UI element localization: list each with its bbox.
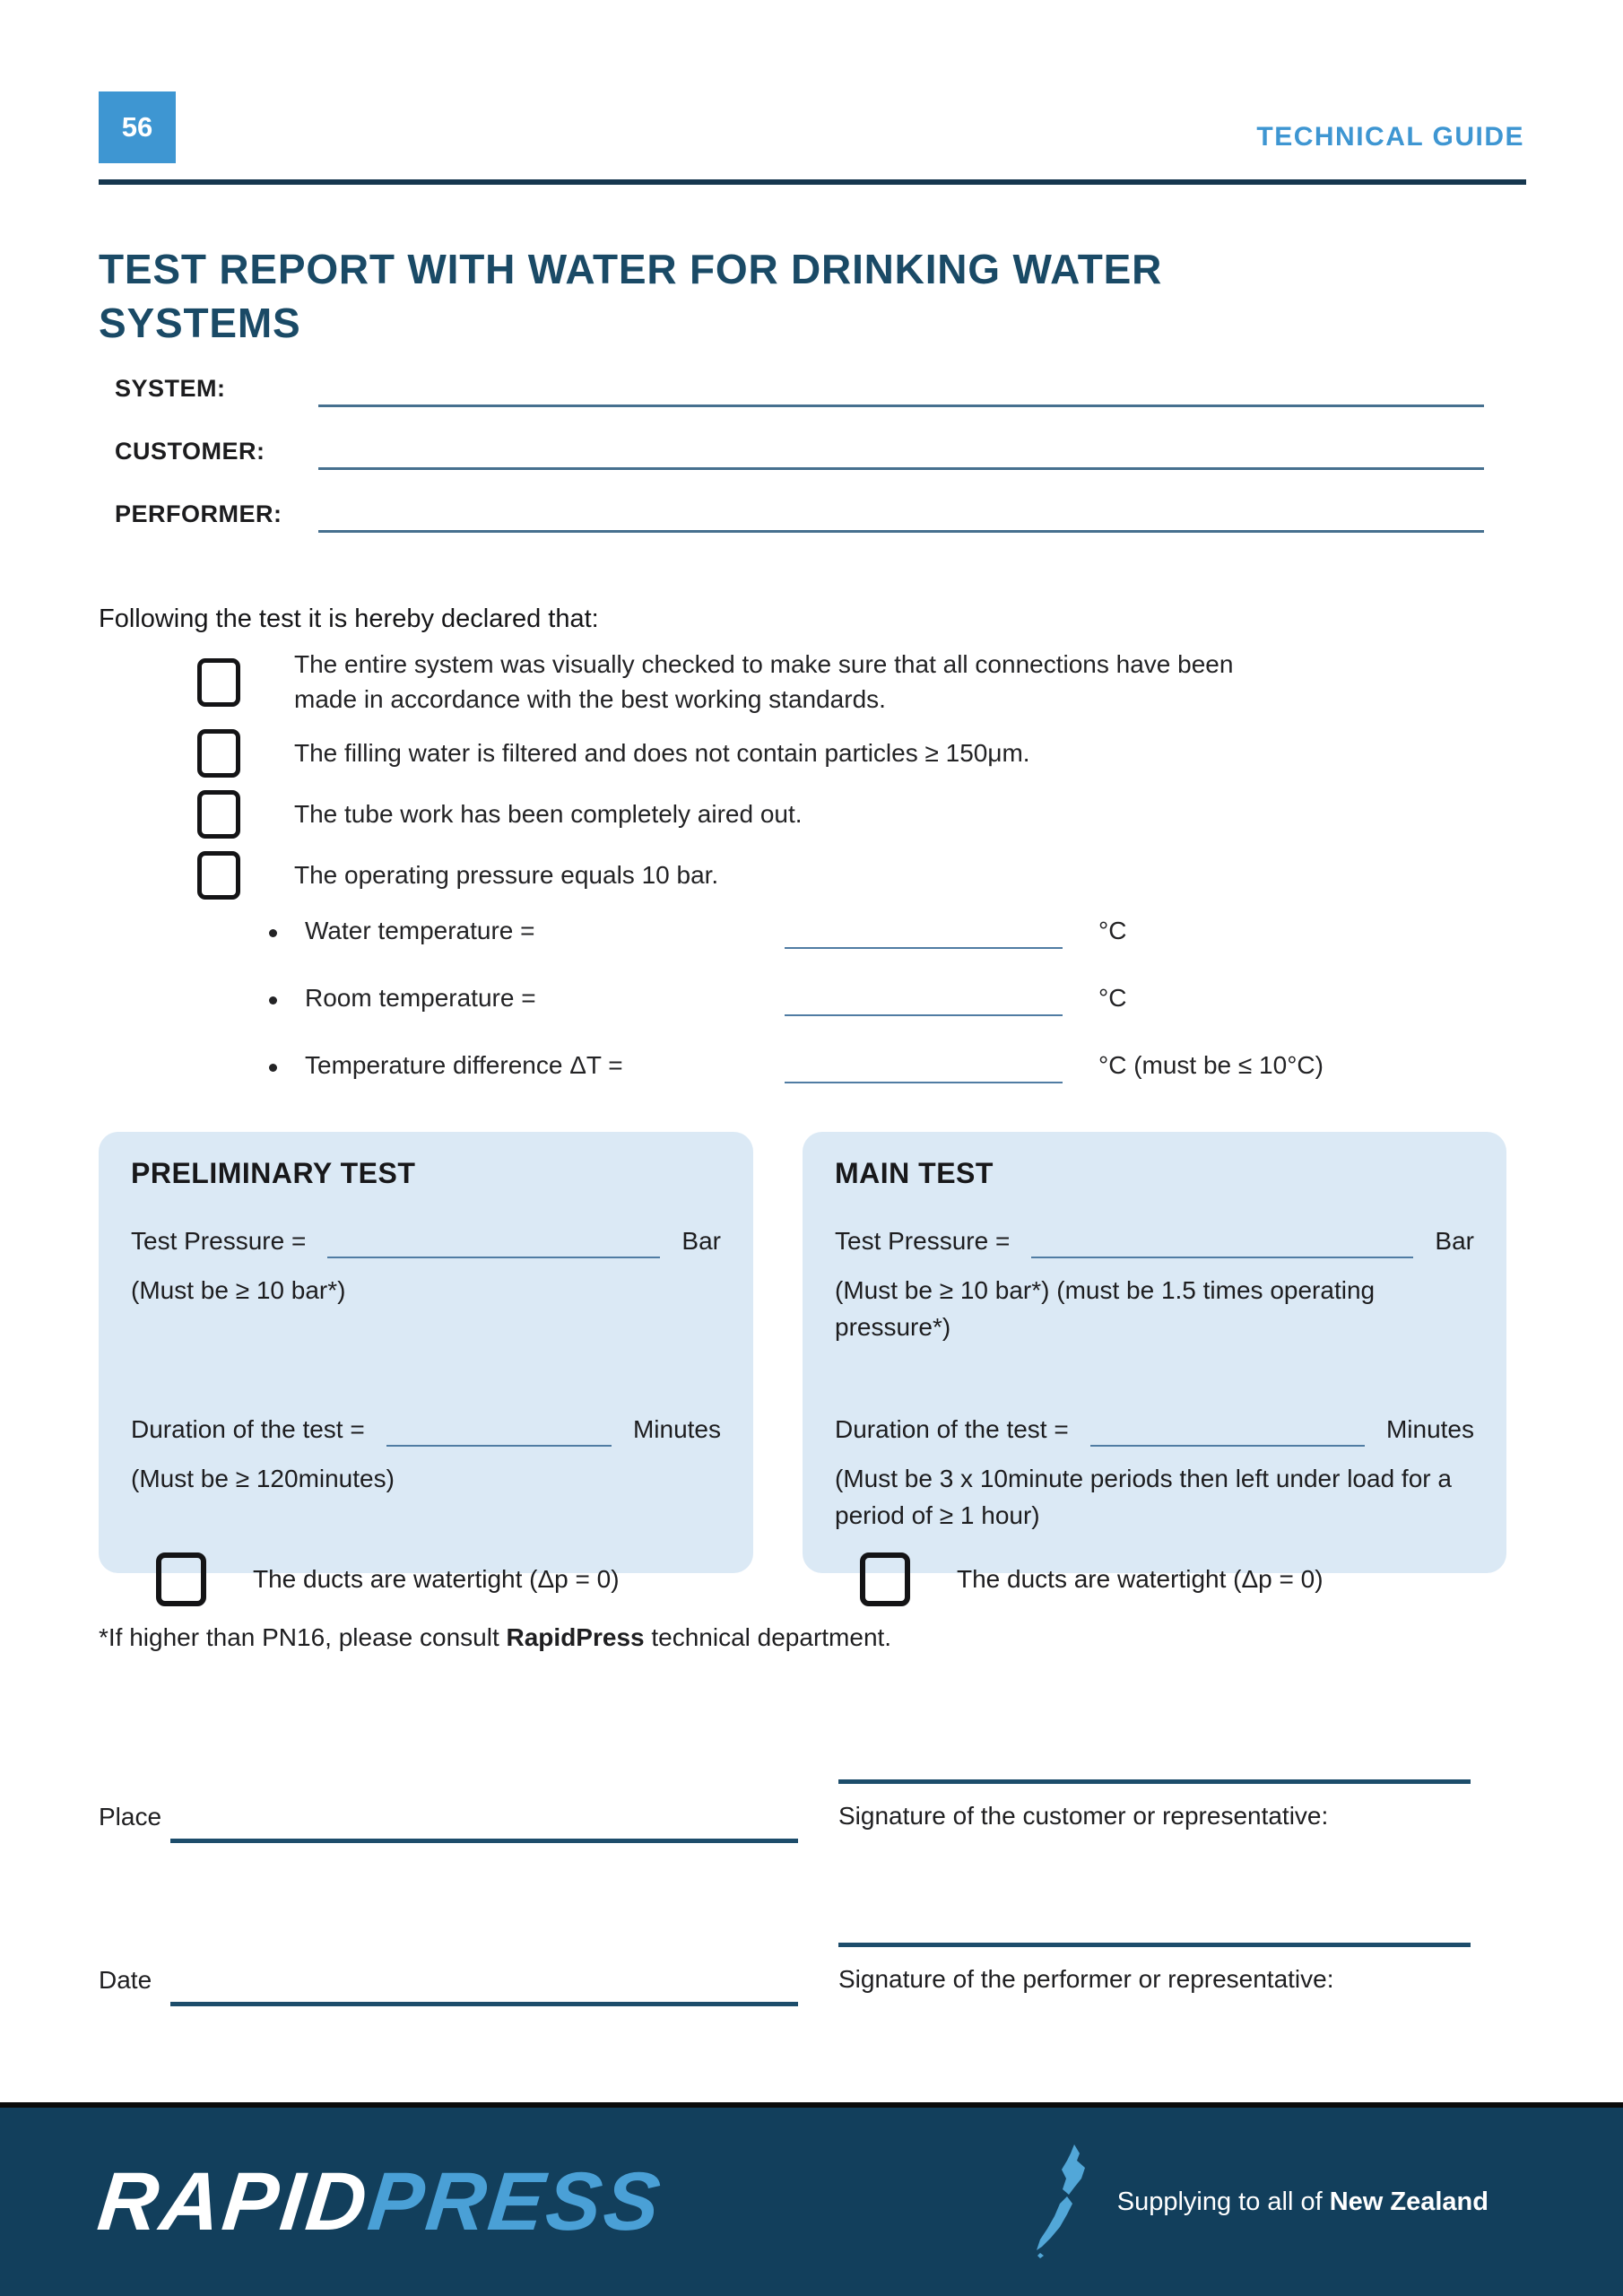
document-label: TECHNICAL GUIDE xyxy=(1256,122,1524,152)
main-duration-note: (Must be 3 x 10minute periods then left under load for a period of ≥ 1 hour) xyxy=(835,1465,1452,1529)
footnote-prefix: *If higher than PN16, please consult xyxy=(99,1623,507,1651)
preliminary-pressure-unit: Bar xyxy=(681,1227,721,1255)
preliminary-duration-unit: Minutes xyxy=(632,1415,721,1443)
customer-signature-label: Signature of the customer or representative: xyxy=(838,1802,1329,1830)
water-temperature-input-line[interactable] xyxy=(785,915,1063,949)
customer-field-row xyxy=(99,430,1524,470)
preliminary-pressure-input-line[interactable] xyxy=(327,1226,660,1258)
main-test-panel xyxy=(803,1132,1506,1593)
footnote-suffix: technical department. xyxy=(644,1623,892,1651)
performer-field-row xyxy=(99,493,1524,533)
filtered-water-checkbox[interactable] xyxy=(197,729,240,778)
preliminary-duration-label: Duration of the test = xyxy=(131,1415,365,1443)
customer-signature-field[interactable] xyxy=(838,1779,1471,1851)
water-temperature-row xyxy=(99,913,1524,949)
place-input-line[interactable] xyxy=(170,1839,798,1843)
main-duration-unit: Minutes xyxy=(1385,1415,1474,1443)
temperature-difference-row xyxy=(99,1048,1524,1083)
water-temperature-label: Water temperature = xyxy=(305,917,535,944)
main-watertight-label: The ducts are watertight (Δp = 0) xyxy=(957,1565,1324,1593)
preliminary-duration-note: (Must be ≥ 120minutes) xyxy=(131,1465,395,1492)
page-title: TEST REPORT WITH WATER FOR DRINKING WATER SYSTEMS xyxy=(99,245,1163,346)
system-input-line[interactable] xyxy=(318,404,1484,407)
main-watertight-checkbox[interactable] xyxy=(860,1552,910,1606)
date-label: Date xyxy=(99,1966,152,1994)
place-field xyxy=(99,1779,798,1851)
preliminary-test-panel xyxy=(99,1132,753,1593)
place-label: Place xyxy=(99,1803,162,1831)
brand-rapid: RAPID xyxy=(93,2155,374,2248)
performer-signature-field[interactable] xyxy=(838,1943,1471,2014)
declaration-intro: Following the test it is hereby declared that: xyxy=(99,604,599,633)
main-pressure-note: (Must be ≥ 10 bar*) (must be 1.5 times operating pressure*) xyxy=(835,1276,1376,1341)
preliminary-watertight-row xyxy=(131,1552,721,1606)
date-field xyxy=(99,1943,798,2014)
bullet-icon xyxy=(269,929,277,937)
list-item xyxy=(99,648,1282,717)
preliminary-pressure-note: (Must be ≥ 10 bar*) xyxy=(131,1276,346,1304)
brand-press: PRESS xyxy=(363,2155,667,2248)
list-item xyxy=(99,851,1282,900)
filtered-water-text: The filling water is filtered and does not contain particles ≥ 150μm. xyxy=(294,738,1030,767)
main-duration-input-line[interactable] xyxy=(1090,1414,1365,1447)
visual-check-text: The entire system was visually checked to make sure that all connections have been made in accordance with the best working standards. xyxy=(294,650,1234,713)
aired-out-text: The tube work has been completely aired out. xyxy=(294,799,803,828)
main-watertight-row xyxy=(835,1552,1474,1606)
list-item xyxy=(99,790,1282,839)
footnote-brand: RapidPress xyxy=(506,1623,645,1651)
preliminary-duration-row xyxy=(131,1411,721,1447)
test-panels xyxy=(99,1132,1506,1593)
temperature-measurements xyxy=(99,913,1524,1115)
bullet-icon xyxy=(269,1064,277,1072)
main-duration-row xyxy=(835,1411,1474,1447)
operating-pressure-text: The operating pressure equals 10 bar. xyxy=(294,860,719,889)
list-item xyxy=(99,729,1282,778)
preliminary-test-title: PRELIMINARY TEST xyxy=(131,1157,416,1189)
header-divider xyxy=(99,179,1526,185)
identification-fields xyxy=(99,368,1524,556)
pn16-footnote xyxy=(99,1623,891,1652)
room-temperature-row xyxy=(99,980,1524,1016)
water-temperature-unit: °C xyxy=(1098,917,1127,944)
new-zealand-map-icon xyxy=(1035,2144,1090,2259)
room-temperature-input-line[interactable] xyxy=(785,982,1063,1016)
performer-label: PERFORMER: xyxy=(115,500,282,527)
bullet-icon xyxy=(269,996,277,1004)
performer-signature-label: Signature of the performer or representative: xyxy=(838,1965,1334,1993)
preliminary-pressure-row xyxy=(131,1222,721,1258)
main-pressure-row xyxy=(835,1222,1474,1258)
customer-input-line[interactable] xyxy=(318,467,1484,470)
main-test-title: MAIN TEST xyxy=(835,1157,994,1189)
footer xyxy=(0,2102,1623,2296)
main-duration-label: Duration of the test = xyxy=(835,1415,1069,1443)
system-label: SYSTEM: xyxy=(115,375,226,402)
preliminary-pressure-label: Test Pressure = xyxy=(131,1227,307,1255)
main-pressure-input-line[interactable] xyxy=(1031,1226,1413,1258)
temperature-difference-input-line[interactable] xyxy=(785,1049,1063,1083)
tagline-prefix: Supplying to all of xyxy=(1116,2187,1330,2216)
temperature-difference-unit: °C (must be ≤ 10°C) xyxy=(1098,1051,1324,1079)
visual-check-checkbox[interactable] xyxy=(197,658,240,707)
tagline-bold: New Zealand xyxy=(1329,2187,1488,2216)
main-pressure-unit: Bar xyxy=(1435,1227,1474,1255)
declaration-checklist xyxy=(99,648,1282,912)
performer-input-line[interactable] xyxy=(318,530,1484,533)
date-input-line[interactable] xyxy=(170,2002,798,2006)
aired-out-checkbox[interactable] xyxy=(197,790,240,839)
room-temperature-label: Room temperature = xyxy=(305,984,536,1012)
preliminary-watertight-checkbox[interactable] xyxy=(156,1552,206,1606)
system-field-row xyxy=(99,368,1524,407)
place-signature-row xyxy=(99,1779,1524,1851)
operating-pressure-checkbox[interactable] xyxy=(197,851,240,900)
preliminary-duration-input-line[interactable] xyxy=(386,1414,612,1447)
temperature-difference-label: Temperature difference ΔT = xyxy=(305,1051,623,1079)
page-number: 56 xyxy=(121,111,153,143)
footer-tagline xyxy=(1117,2187,1488,2217)
customer-label: CUSTOMER: xyxy=(115,438,265,465)
room-temperature-unit: °C xyxy=(1098,984,1127,1012)
date-signature-row xyxy=(99,1943,1524,2014)
preliminary-watertight-label: The ducts are watertight (Δp = 0) xyxy=(253,1565,620,1593)
main-pressure-label: Test Pressure = xyxy=(835,1227,1011,1255)
rapidpress-logo xyxy=(93,2155,666,2249)
page-number-badge xyxy=(99,91,176,163)
footer-tagline-group xyxy=(1035,2144,1488,2259)
